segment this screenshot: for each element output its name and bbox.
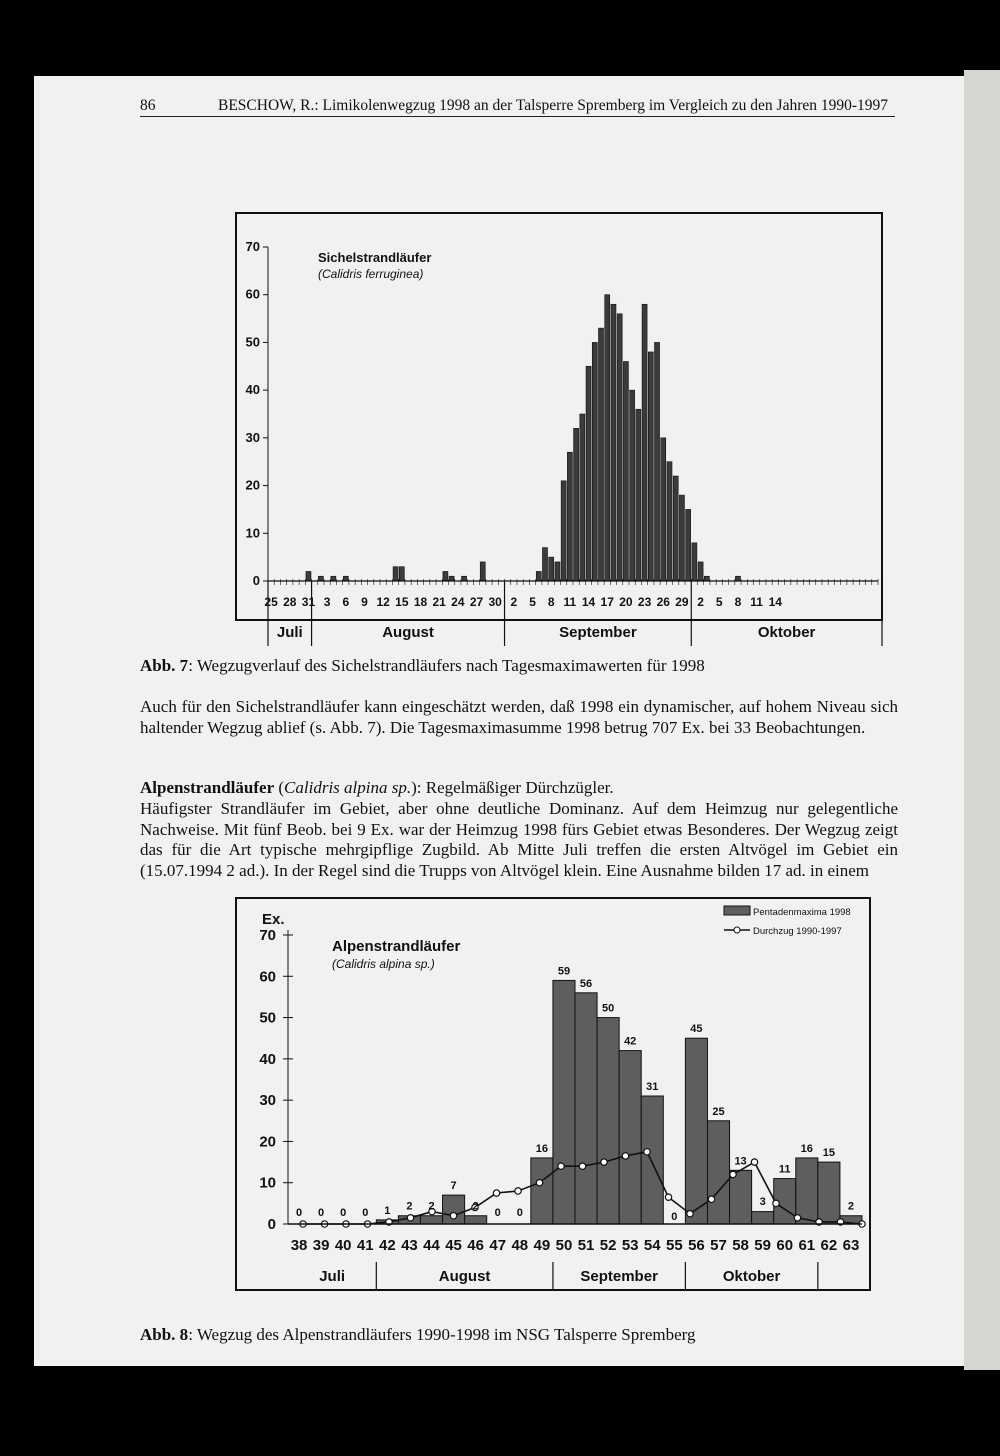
- x-tick-label: 41: [356, 1237, 374, 1254]
- month-label: September: [559, 624, 637, 641]
- x-tick-label: 55: [666, 1237, 683, 1254]
- x-tick-label: 14: [768, 595, 782, 609]
- legend-label-bars: Pentadenmaxima 1998: [753, 907, 851, 918]
- bar: [704, 576, 709, 581]
- x-tick-label: 51: [577, 1237, 595, 1254]
- month-label: Juli: [319, 1268, 346, 1285]
- data-label: 0: [516, 1207, 523, 1219]
- x-tick-label: 48: [511, 1237, 529, 1254]
- data-label: 42: [624, 1035, 637, 1048]
- data-label: 11: [778, 1163, 791, 1176]
- x-tick-label: 29: [675, 595, 689, 609]
- bar: [698, 562, 703, 581]
- paragraph-sichelstrandlaeufer: Auch für den Sichelstrandläufer kann eingeschätzt werden, daß 1998 ein dynamischer, auf hohem Niveau sich haltender Wegzug ablief (s. Abb. 7). Die Tagesmaximasumme 1998 betrug 707 Ex. bei 33 Beobachtungen.: [140, 697, 898, 737]
- line-point: [558, 1163, 564, 1169]
- bar: [592, 342, 597, 581]
- bar: [667, 462, 672, 581]
- figure-7-caption: [140, 656, 705, 676]
- page-number: 86: [140, 97, 156, 114]
- bar: [752, 1212, 774, 1224]
- data-label: 1: [384, 1204, 391, 1217]
- bar: [605, 295, 610, 581]
- month-label: September: [580, 1268, 658, 1285]
- x-tick-label: 3: [323, 595, 331, 609]
- line-point: [730, 1171, 736, 1177]
- y-tick-label: 10: [259, 1174, 276, 1192]
- x-tick-label: 61: [798, 1237, 816, 1254]
- x-tick-label: 53: [621, 1237, 639, 1254]
- legend-label-line: Durchzug 1990-1997: [753, 926, 842, 937]
- bar: [642, 304, 647, 581]
- bar: [549, 557, 554, 581]
- bar: [574, 428, 579, 581]
- data-label: 0: [362, 1207, 369, 1219]
- data-label: 16: [800, 1142, 813, 1155]
- species-status: ): Regelmäßiger Dürchzügler.: [411, 778, 614, 797]
- data-label: 0: [295, 1207, 303, 1219]
- x-tick-label: 59: [754, 1237, 771, 1254]
- x-tick-label: 25: [264, 595, 278, 609]
- chart-title: Alpenstrandläufer: [332, 938, 461, 955]
- data-label: 13: [734, 1155, 747, 1168]
- x-tick-label: 54: [643, 1237, 661, 1254]
- species-name: Alpenstrandläufer: [140, 778, 275, 797]
- x-tick-label: 38: [290, 1237, 308, 1254]
- x-tick-label: 9: [361, 595, 368, 609]
- bar: [561, 481, 566, 581]
- bar: [655, 342, 660, 581]
- bar: [730, 1170, 752, 1224]
- data-label: 0: [318, 1207, 325, 1219]
- x-tick-label: 11: [750, 595, 763, 609]
- bar: [617, 314, 622, 581]
- figure-8-caption: [140, 1325, 696, 1345]
- x-tick-label: 57: [710, 1237, 727, 1254]
- y-tick-label: 70: [259, 927, 276, 944]
- line-point: [450, 1213, 456, 1219]
- bar: [443, 1195, 465, 1224]
- bar: [686, 509, 691, 581]
- species-paren-open: (: [274, 778, 285, 797]
- bar: [707, 1121, 729, 1224]
- figure-8-caption-text: : Wegzug des Alpenstrandläufers 1990-1998 im NSG Talsperre Spremberg: [188, 1325, 696, 1344]
- bar: [567, 452, 572, 581]
- x-tick-label: 6: [342, 595, 350, 609]
- line-point: [751, 1159, 757, 1165]
- bar: [536, 571, 541, 581]
- x-tick-label: 24: [451, 595, 465, 609]
- data-label: 3: [759, 1196, 766, 1208]
- y-tick-label: 50: [245, 334, 260, 350]
- line-point: [536, 1180, 542, 1186]
- line-point: [644, 1149, 650, 1155]
- y-tick-label: 50: [259, 1009, 276, 1027]
- month-label: August: [382, 624, 434, 641]
- data-label: 2: [406, 1200, 413, 1213]
- data-label: 0: [494, 1207, 501, 1219]
- legend-swatch-bars: [724, 906, 750, 915]
- x-tick-label: 12: [376, 595, 390, 609]
- x-tick-label: 46: [467, 1237, 484, 1254]
- x-tick-label: 15: [395, 595, 409, 609]
- x-tick-label: 49: [533, 1237, 551, 1254]
- bar: [623, 362, 628, 581]
- x-tick-label: 8: [734, 595, 742, 609]
- bar: [580, 414, 585, 581]
- species-latin: Calidris alpina sp.: [284, 778, 412, 797]
- x-tick-label: 23: [637, 595, 652, 609]
- y-axis-label: Ex.: [262, 911, 285, 928]
- bar: [735, 576, 740, 581]
- figure-8-label: Abb. 8: [140, 1325, 189, 1344]
- line-point: [622, 1153, 628, 1159]
- x-tick-label: 42: [379, 1237, 396, 1254]
- y-tick-label: 0: [267, 1216, 276, 1233]
- data-label: 45: [690, 1023, 703, 1036]
- line-point: [665, 1194, 671, 1200]
- month-label: Juli: [276, 624, 303, 641]
- line-point: [407, 1215, 413, 1221]
- bar: [393, 567, 398, 581]
- x-tick-label: 60: [776, 1237, 794, 1254]
- month-label: August: [438, 1268, 491, 1285]
- bar: [796, 1158, 818, 1224]
- x-tick-label: 18: [413, 595, 428, 609]
- y-tick-label: 10: [245, 525, 260, 541]
- legend-swatch-marker: [734, 927, 740, 933]
- data-label: 0: [340, 1207, 347, 1219]
- y-tick-label: 20: [245, 477, 260, 493]
- x-tick-label: 27: [469, 595, 484, 609]
- x-tick-label: 8: [547, 595, 555, 609]
- x-tick-label: 56: [688, 1237, 705, 1254]
- data-label: 59: [557, 965, 571, 978]
- y-tick-label: 0: [252, 573, 260, 588]
- bar: [449, 576, 454, 581]
- month-label: Oktober: [722, 1268, 781, 1285]
- line-point: [794, 1215, 800, 1221]
- x-tick-label: 50: [555, 1237, 573, 1254]
- data-label: 2: [472, 1200, 479, 1213]
- bar: [661, 438, 666, 581]
- data-label: 31: [646, 1081, 659, 1094]
- bar: [555, 562, 560, 581]
- line-point: [773, 1200, 779, 1206]
- bar: [531, 1158, 553, 1224]
- bar: [692, 543, 697, 581]
- bar: [480, 562, 485, 581]
- figure-7-caption-text: : Wegzugverlauf des Sichelstrandläufers nach Tagesmaximawerten für 1998: [188, 656, 705, 675]
- bar: [318, 576, 323, 581]
- x-tick-label: 5: [715, 595, 723, 609]
- data-label: 2: [847, 1200, 855, 1213]
- bar: [679, 495, 684, 581]
- x-tick-label: 31: [301, 595, 316, 609]
- bar: [685, 1038, 707, 1224]
- y-tick-label: 30: [259, 1092, 276, 1110]
- bar: [611, 304, 616, 581]
- bar: [597, 1018, 619, 1224]
- y-tick-label: 60: [245, 286, 260, 302]
- x-tick-label: 5: [529, 595, 536, 609]
- bar: [586, 366, 591, 581]
- data-label: 15: [822, 1147, 836, 1160]
- chart-subtitle: (Calidris alpina sp.): [332, 957, 435, 971]
- x-tick-label: 44: [423, 1237, 440, 1254]
- bar: [443, 571, 448, 581]
- line-point: [493, 1190, 499, 1196]
- x-tick-label: 39: [312, 1237, 330, 1254]
- data-label: 25: [712, 1105, 725, 1118]
- paragraph-alpenstrandlaeufer: Häufigster Strandläufer im Gebiet, aber ohne deutliche Dominanz. Auf dem Heimzug nur gelegentliche Nachweise. Mit fünf Beob. bei 9 Ex. war der Heimzug 1998 fürs Gebiet etwas Besonderes. Der Wegzug zeigt das für die Art typische mehrgipflige Zugbild. Ab Mitte Juli treffen die ersten Altvögel im Gebiet ein (15.07.1994 2 ad.). In der Regel sind die Trupps von Altvögel klein. Eine Ausnahme bilden 17 ad. in einem: [140, 799, 898, 880]
- running-title: BESCHOW, R.: Limikolenwegzug 1998 an der Talsperre Spremberg im Vergleich zu den Jahren 1990-1997: [218, 97, 889, 114]
- bar: [553, 980, 575, 1224]
- bar: [575, 993, 597, 1224]
- y-tick-label: 70: [245, 239, 260, 254]
- chart-title: Sichelstrandläufer: [318, 250, 432, 265]
- bar: [619, 1051, 641, 1224]
- y-tick-label: 60: [259, 968, 276, 986]
- bar: [542, 548, 547, 581]
- x-tick-label: 43: [401, 1237, 418, 1254]
- x-tick-label: 62: [820, 1237, 838, 1254]
- y-tick-label: 30: [245, 429, 260, 445]
- x-tick-label: 45: [445, 1237, 462, 1254]
- x-tick-label: 11: [563, 595, 577, 609]
- x-tick-label: 14: [581, 595, 596, 609]
- y-tick-label: 20: [259, 1133, 276, 1151]
- line-point: [515, 1188, 521, 1194]
- data-label: 56: [579, 977, 593, 990]
- bar: [818, 1162, 840, 1224]
- bar: [331, 576, 336, 581]
- chart-subtitle: (Calidris ferruginea): [318, 267, 424, 281]
- line-point: [579, 1163, 585, 1169]
- species-heading-alpenstrandlaeufer: [140, 778, 898, 799]
- data-label: 16: [535, 1142, 549, 1155]
- x-tick-label: 28: [283, 595, 297, 609]
- bar: [343, 576, 348, 581]
- bar: [673, 476, 678, 581]
- x-tick-label: 20: [619, 595, 633, 609]
- line-point: [601, 1159, 607, 1165]
- bar: [641, 1096, 663, 1224]
- x-tick-label: 47: [489, 1237, 507, 1254]
- month-label: Oktober: [757, 624, 816, 641]
- x-tick-label: 52: [599, 1237, 617, 1254]
- bar: [630, 390, 635, 581]
- data-label: 0: [671, 1211, 678, 1223]
- x-tick-label: 17: [600, 595, 614, 609]
- x-tick-label: 63: [842, 1237, 860, 1254]
- bar: [399, 567, 404, 581]
- bar: [462, 576, 467, 581]
- bar: [306, 571, 311, 581]
- bar: [636, 409, 641, 581]
- line-point: [687, 1210, 693, 1216]
- data-label: 2: [428, 1200, 435, 1213]
- line-point: [708, 1196, 714, 1202]
- bar: [465, 1216, 487, 1224]
- data-label: 50: [601, 1002, 615, 1015]
- x-tick-label: 40: [334, 1237, 352, 1254]
- bar: [648, 352, 653, 581]
- x-tick-label: 2: [510, 595, 518, 609]
- x-tick-label: 2: [697, 595, 704, 609]
- x-tick-label: 30: [488, 595, 502, 609]
- y-tick-label: 40: [259, 1050, 276, 1068]
- figure-7-label: Abb. 7: [140, 656, 189, 675]
- x-tick-label: 26: [656, 595, 670, 609]
- y-tick-label: 40: [245, 382, 260, 398]
- x-tick-label: 58: [732, 1237, 749, 1254]
- bar: [598, 328, 603, 581]
- bar: [420, 1216, 442, 1224]
- data-label: 7: [450, 1180, 457, 1193]
- x-tick-label: 21: [432, 595, 446, 609]
